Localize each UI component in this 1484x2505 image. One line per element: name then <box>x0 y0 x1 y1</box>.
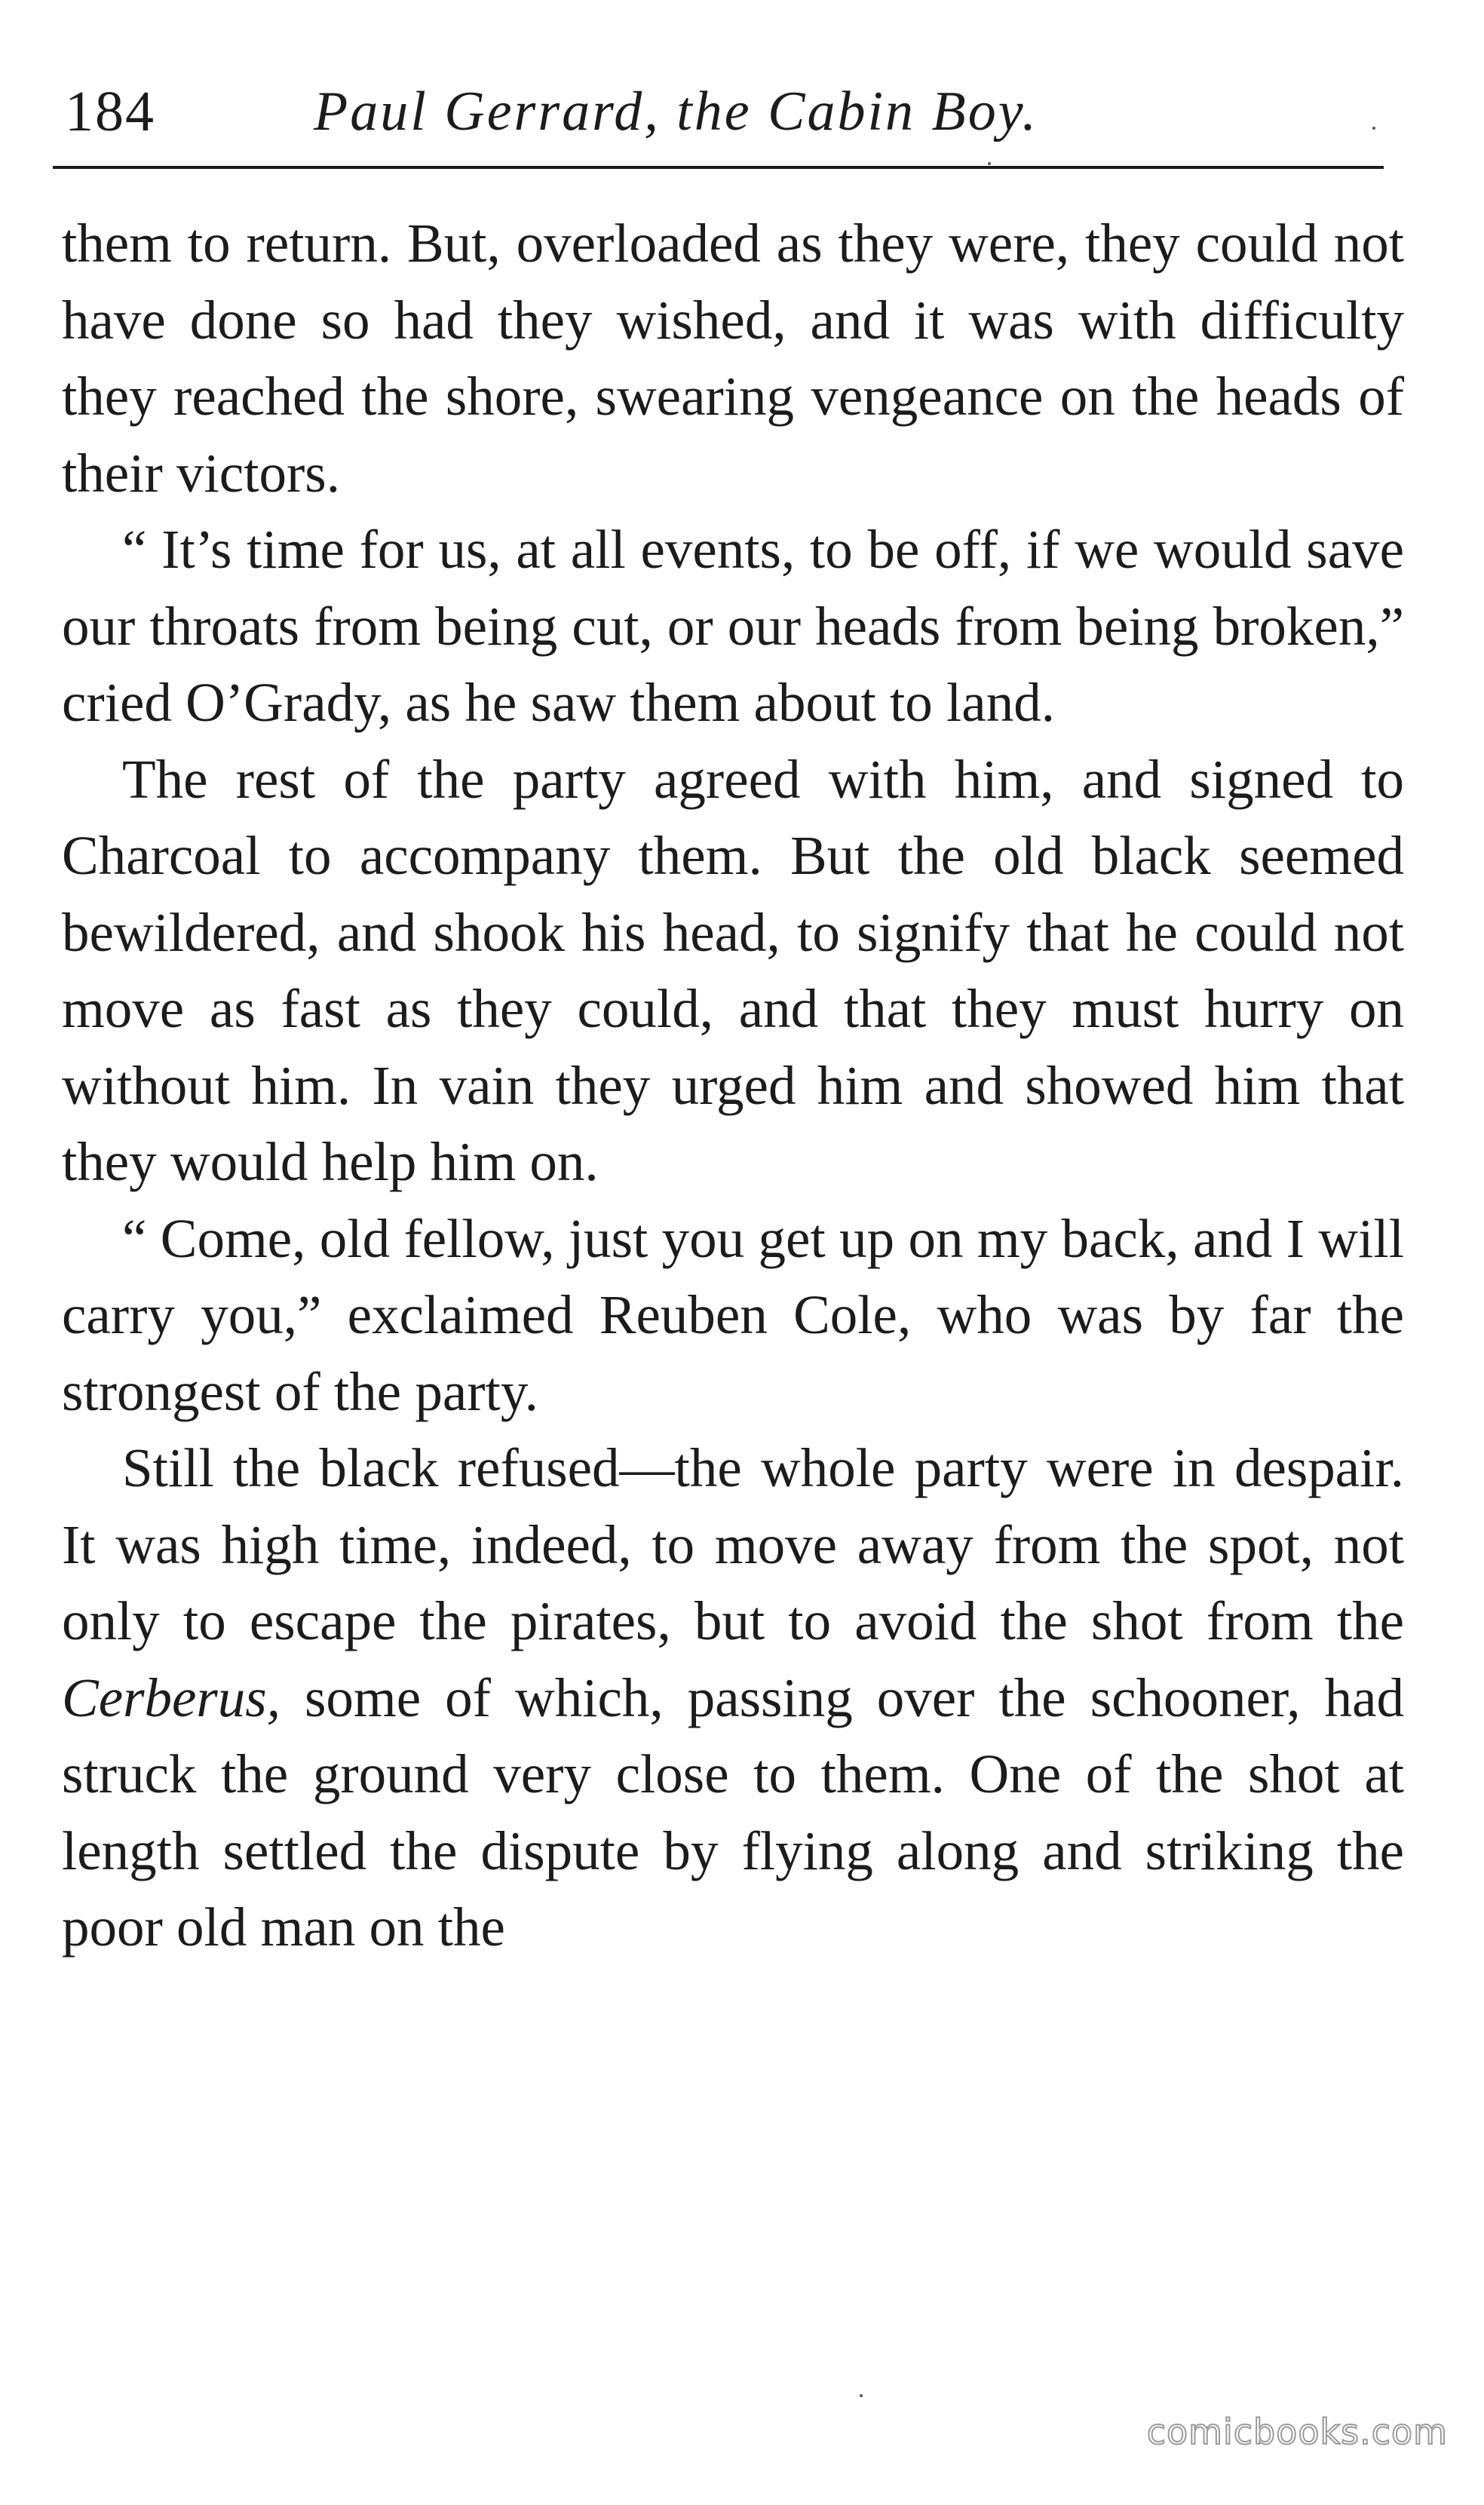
running-head <box>65 66 1394 157</box>
paragraph-5-text-b: some of which, passing over the schooner, had struck the ground very close to them. One of the shot at length settled the dispute by flying along and striking the poor old man on the <box>62 1666 1404 1958</box>
watermark: comicbooks.com <box>1146 2411 1448 2452</box>
paragraph-4: “ Come, old fellow, just you get up on my back, and I will carry you,” exclaimed Reuben Cole, who was by far the strongest of the party. <box>62 1207 1404 1422</box>
paragraph-3: The rest of the party agreed with him, and signed to Charcoal to accompany them. But the old black seemed bewildered, and shook his head, to signify that he could not move as fast as they could, and that they must hurry on without him. In vain they urged him and showed him that they would help him on. <box>62 748 1404 1192</box>
page-number: 184 <box>65 80 155 143</box>
paragraph-1: them to return. But, overloaded as they were, they could not have done so had they wished, and it was with difficulty they reached the shore, swearing vengeance on the heads of their victors. <box>62 213 1404 504</box>
paragraph-2: “ It’s time for us, at all events, to be off, if we would save our throats from being cut, or our heads from being broken,” cried O’Grady, as he saw them about to land. <box>62 519 1404 733</box>
paragraph-5-text-a: Still the black refused—the whole party were in despair. It was high time, indeed, to move away from the spot, not only to escape the pirates, but to avoid the shot from the <box>62 1437 1404 1651</box>
ship-name-italic: Cerberus, <box>62 1666 281 1728</box>
print-speck <box>988 162 991 165</box>
paragraph-5 <box>62 1430 1404 1966</box>
print-speck <box>1372 127 1375 130</box>
body-text <box>62 205 1404 1966</box>
header-rule <box>53 166 1384 169</box>
running-title: Paul Gerrard, the Cabin Boy. <box>314 81 1038 143</box>
print-speck <box>860 2394 863 2397</box>
